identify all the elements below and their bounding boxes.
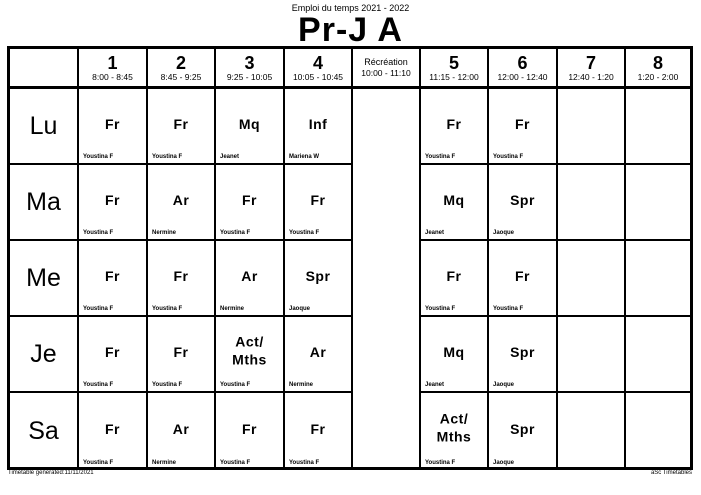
lesson-cell (216, 89, 285, 165)
lesson-subject: Fr (310, 421, 326, 438)
lesson-subject: Fr (105, 192, 120, 209)
empty-cell (558, 89, 626, 165)
period-header-5 (421, 49, 489, 89)
day-label: Me (10, 241, 79, 317)
lesson-cell (489, 393, 558, 469)
lesson-subject: Spr (510, 421, 535, 438)
empty-cell (558, 241, 626, 317)
lesson-subject: Fr (173, 268, 189, 285)
period-header-6 (489, 49, 558, 89)
lesson-teacher: Youstina F (220, 230, 251, 236)
lesson-teacher: Youstina F (289, 230, 320, 236)
lesson-cell (148, 393, 216, 469)
lesson-teacher: Youstina F (289, 460, 320, 466)
lesson-cell (216, 393, 285, 469)
lesson-cell (489, 89, 558, 165)
lesson-subject: Fr (105, 116, 120, 133)
empty-cell (626, 165, 690, 241)
lesson-cell (285, 393, 353, 469)
lesson-cell (421, 89, 489, 165)
recess-label: Récréation (364, 57, 408, 67)
lesson-subject: Fr (242, 421, 257, 438)
lesson-subject: Fr (105, 421, 120, 438)
lesson-cell (285, 165, 353, 241)
period-time: 1:20 - 2:00 (637, 71, 679, 82)
empty-cell (626, 89, 690, 165)
lesson-subject: Act/ Mths (436, 410, 472, 445)
lesson-cell (285, 241, 353, 317)
lesson-cell (421, 241, 489, 317)
lesson-cell (79, 317, 148, 393)
lesson-cell (216, 317, 285, 393)
empty-cell (626, 393, 690, 469)
period-number: 7 (585, 52, 596, 73)
lesson-teacher: Youstina F (220, 382, 251, 388)
period-time: 10:05 - 10:45 (292, 71, 344, 82)
recess-time: 10:00 - 11:10 (361, 68, 411, 78)
lesson-teacher: Jeanet (425, 382, 445, 388)
lesson-teacher: Nermine (152, 460, 177, 466)
generated-date: Timetable generated:11/11/2021 (8, 470, 94, 476)
lesson-cell (489, 317, 558, 393)
lesson-subject: Act/ Mths (232, 333, 267, 368)
lesson-teacher: Jaoque (493, 460, 515, 466)
lesson-cell (79, 165, 148, 241)
lesson-teacher: Jaoque (493, 382, 515, 388)
lesson-subject: Spr (510, 344, 535, 361)
lesson-subject: Fr (105, 344, 120, 361)
lesson-teacher: Youstina F (425, 154, 456, 160)
lesson-subject: Mq (238, 116, 261, 133)
lesson-subject: Fr (173, 344, 189, 361)
period-time: 8:45 - 9:25 (160, 71, 202, 82)
lesson-teacher: Youstina F (425, 460, 456, 466)
empty-cell (626, 317, 690, 393)
lesson-subject: Fr (310, 192, 326, 209)
period-number: 3 (244, 52, 255, 73)
period-header-7 (558, 49, 626, 89)
lesson-teacher: Youstina F (83, 382, 114, 388)
lesson-cell (79, 393, 148, 469)
lesson-teacher: Youstina F (152, 382, 183, 388)
lesson-cell (148, 89, 216, 165)
lesson-teacher: Youstina F (83, 154, 114, 160)
day-label: Ma (10, 165, 79, 241)
day-label: Je (10, 317, 79, 393)
period-number: 2 (175, 52, 186, 73)
lesson-teacher: Jaoque (493, 230, 515, 236)
lesson-teacher: Nermine (220, 306, 245, 312)
lesson-teacher: Nermine (289, 382, 314, 388)
lesson-cell (421, 393, 489, 469)
period-number: 8 (652, 52, 663, 73)
lesson-subject: Ar (309, 344, 327, 361)
lesson-cell (489, 165, 558, 241)
lesson-cell (148, 317, 216, 393)
recess-column (353, 89, 421, 469)
recess-header (353, 49, 421, 89)
lesson-teacher: Youstina F (152, 154, 183, 160)
lesson-cell (285, 89, 353, 165)
lesson-teacher: Jaoque (289, 306, 311, 312)
lesson-subject: Spr (510, 192, 535, 209)
lesson-cell (489, 241, 558, 317)
lesson-teacher: Youstina F (425, 306, 456, 312)
empty-cell (558, 393, 626, 469)
period-time: 12:40 - 1:20 (568, 71, 614, 82)
lesson-subject: Fr (446, 116, 462, 133)
lesson-subject: Ar (241, 268, 258, 285)
lesson-subject: Fr (105, 268, 120, 285)
lesson-subject: Ar (172, 421, 190, 438)
software-credit: aSc Timetables (650, 470, 692, 476)
lesson-subject: Fr (173, 116, 189, 133)
lesson-subject: Fr (446, 268, 462, 285)
lesson-cell (148, 241, 216, 317)
lesson-teacher: Youstina F (152, 306, 183, 312)
lesson-subject: Spr (305, 268, 331, 285)
lesson-subject: Fr (515, 268, 530, 285)
lesson-cell (148, 165, 216, 241)
lesson-cell (421, 317, 489, 393)
period-time: 8:00 - 8:45 (92, 71, 133, 82)
lesson-teacher: Youstina F (493, 306, 524, 312)
lesson-teacher: Mariena W (289, 154, 320, 160)
lesson-teacher: Youstina F (493, 154, 524, 160)
lesson-teacher: Youstina F (83, 460, 114, 466)
lesson-subject: Ar (172, 192, 190, 209)
lesson-subject: Mq (443, 344, 465, 361)
lesson-teacher: Nermine (152, 230, 177, 236)
lesson-cell (216, 241, 285, 317)
lesson-teacher: Youstina F (220, 460, 251, 466)
period-header-4 (285, 49, 353, 89)
day-label: Sa (10, 393, 79, 469)
period-time: 11:15 - 12:00 (429, 71, 479, 82)
period-time: 12:00 - 12:40 (497, 71, 548, 82)
lesson-teacher: Jeanet (425, 230, 445, 236)
lesson-teacher: Youstina F (83, 230, 114, 236)
page-title: Pr-J A (298, 11, 403, 49)
lesson-subject: Fr (242, 192, 257, 209)
lesson-subject: Fr (515, 116, 530, 133)
lesson-teacher: Jeanet (220, 154, 240, 160)
lesson-cell (79, 241, 148, 317)
lesson-cell (79, 89, 148, 165)
period-number: 4 (312, 52, 323, 73)
lesson-cell (285, 317, 353, 393)
empty-cell (626, 241, 690, 317)
period-number: 6 (517, 52, 528, 73)
day-label: Lu (10, 89, 79, 165)
lesson-subject: Inf (308, 116, 328, 133)
timetable-grid (7, 46, 693, 470)
period-header-1 (79, 49, 148, 89)
lesson-subject: Mq (443, 192, 465, 209)
page-subtitle: Emploi du temps 2021 - 2022 (291, 3, 410, 13)
period-number: 1 (107, 52, 118, 73)
empty-cell (558, 165, 626, 241)
empty-cell (558, 317, 626, 393)
period-header-8 (626, 49, 690, 89)
period-header-3 (216, 49, 285, 89)
period-number: 5 (448, 52, 459, 73)
period-time: 9:25 - 10:05 (226, 71, 273, 82)
lesson-cell (216, 165, 285, 241)
corner-cell (10, 49, 79, 89)
lesson-cell (421, 165, 489, 241)
period-header-2 (148, 49, 216, 89)
lesson-teacher: Youstina F (83, 306, 114, 312)
